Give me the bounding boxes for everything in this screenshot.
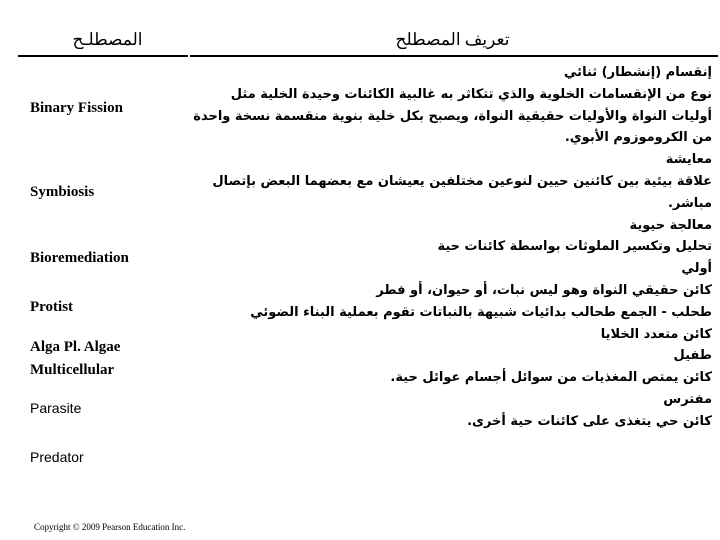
def-binary-fission-line: أوليات النواة والأوليات حقيقية النواة، ويصبح بكل خلية بنوية منقسمة نسخة واحدة <box>193 108 712 124</box>
def-binary-fission-line: من الكروموزوم الأبوي. <box>564 130 712 146</box>
term-protist: Protist <box>30 299 74 315</box>
term-symbiosis: Symbiosis <box>30 184 95 200</box>
definition-header-divider <box>190 55 718 57</box>
term-header-divider <box>18 55 188 57</box>
def-predator-title: مفترس <box>663 391 712 407</box>
definitions-column <box>190 62 712 433</box>
term-bioremediation: Bioremediation <box>30 250 129 266</box>
term-column-header: المصطلـح <box>72 30 143 49</box>
def-parasite-line: كائن يمتص المغذيات من سوائل أجسام عوائل حية. <box>390 370 712 386</box>
def-symbiosis-line: مباشر. <box>667 195 712 211</box>
def-bioremediation-line: تحليل وتكسير الملوثات بواسطة كائنات حية <box>437 239 712 255</box>
term-alga: Alga Pl. Algae <box>30 339 121 355</box>
def-protist-title: أولي <box>681 261 712 277</box>
term-multicellular: Multicellular <box>30 362 115 378</box>
definition-column-header: تعريف المصطلح <box>395 30 510 49</box>
def-symbiosis-title: معايشة <box>665 152 712 168</box>
def-parasite-title: طفيل <box>673 348 712 364</box>
term-parasite: Parasite <box>30 400 82 416</box>
def-alga-line: طحلب - الجمع طحالب بدائيات شبيهة بالنباتات تقوم بعملية البناء الضوئي <box>250 304 712 320</box>
term-binary-fission: Binary Fission <box>30 100 123 116</box>
def-protist-line: كائن حقيقي النواة وهو ليس نبات، أو حيوان، أو فطر <box>376 282 712 298</box>
def-binary-fission-line: نوع من الإنقسامات الخلوية والذي تتكاثر به غالبية الكائنات وحيدة الخلية مثل <box>230 86 712 102</box>
def-multicellular-line: كائن متعدد الخلايا <box>600 326 712 342</box>
def-binary-fission-title: إنقسام (إنشطار) ثنائي <box>564 65 712 80</box>
copyright-notice: Copyright © 2009 Pearson Education Inc. <box>34 522 186 532</box>
def-predator-line: كائن حي يتغذى على كائنات حية أخرى. <box>467 413 712 429</box>
def-bioremediation-title: معالجة حيوية <box>629 217 712 233</box>
term-predator: Predator <box>30 449 84 465</box>
def-symbiosis-line: علاقة بيئية بين كائنين حيين لنوعين مختلفين يعيشان مع بعضهما البعض بإتصال <box>212 173 712 189</box>
